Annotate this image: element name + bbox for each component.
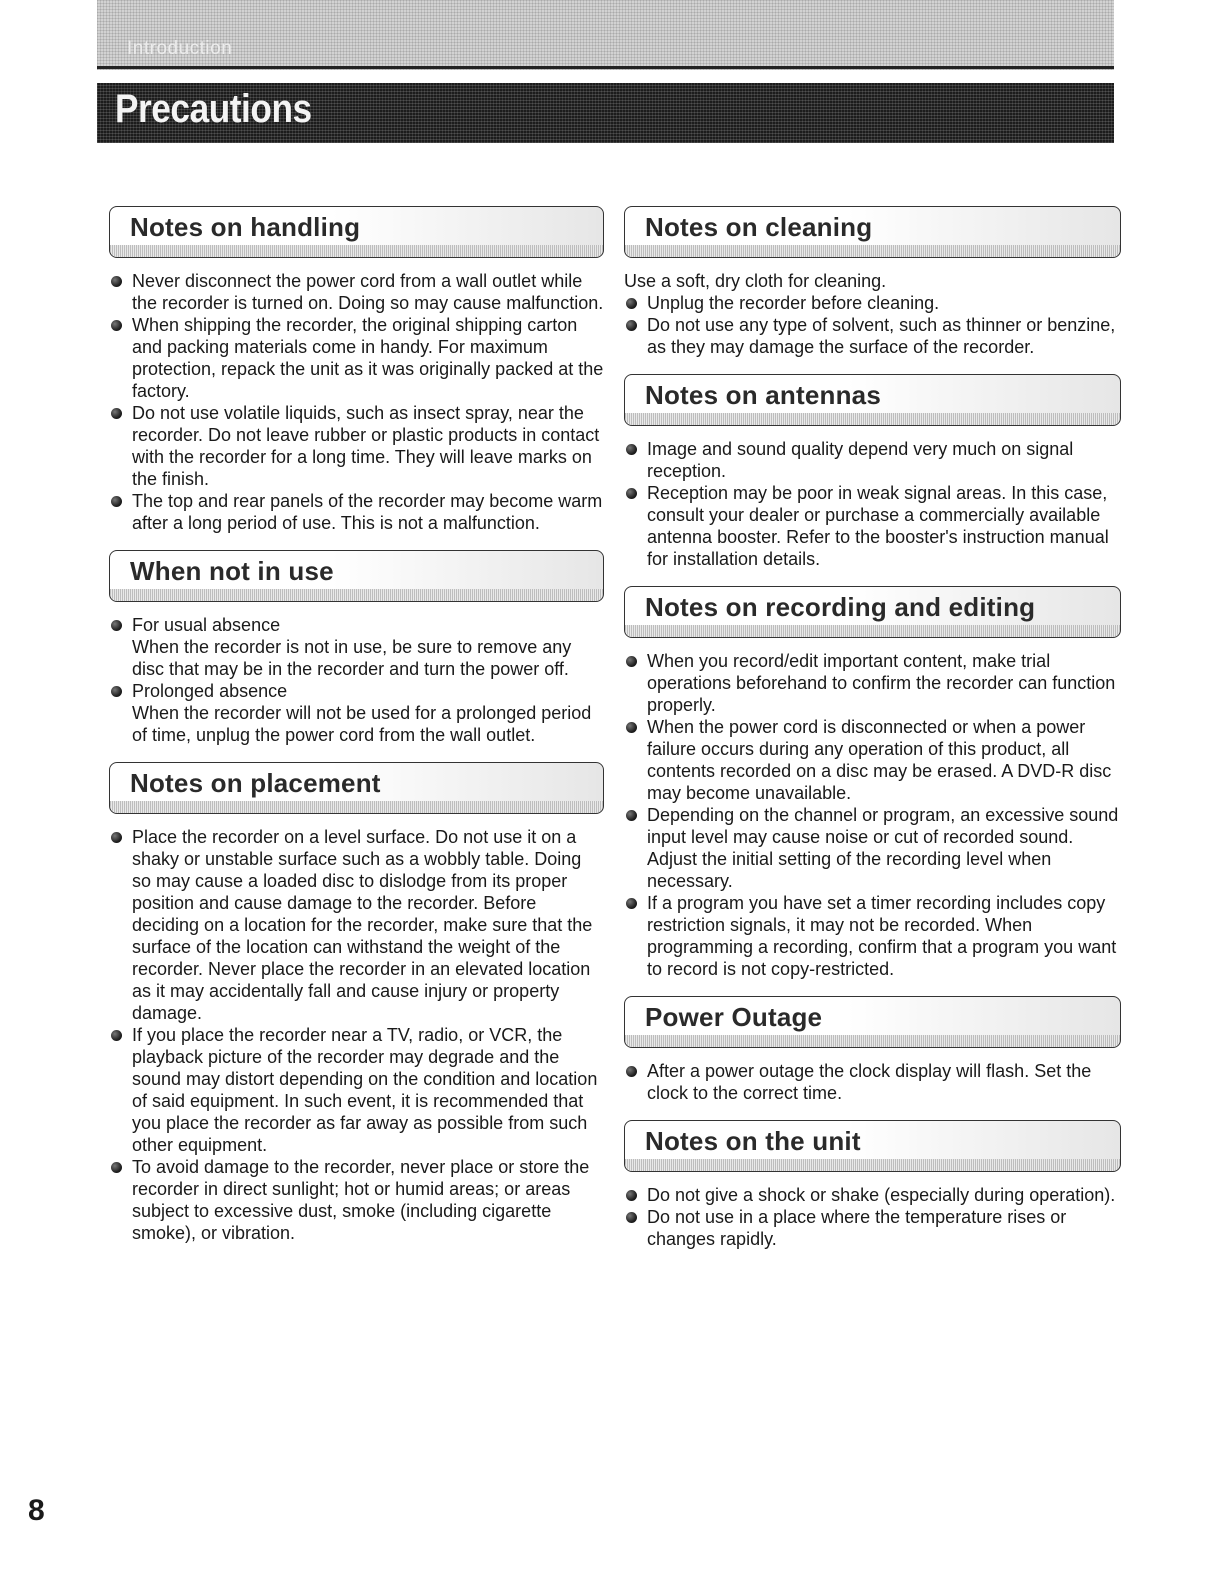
list-item	[109, 1156, 604, 1244]
bullet-icon	[111, 408, 122, 419]
section-cleaning	[624, 206, 1121, 358]
section-heading	[624, 206, 1121, 258]
item-label: For usual absence	[132, 615, 281, 635]
list-item	[624, 892, 1121, 980]
list-item	[109, 614, 604, 680]
section-unit	[624, 1120, 1121, 1250]
list-item	[624, 292, 1121, 314]
bullet-icon	[626, 298, 637, 309]
section-heading	[109, 550, 604, 602]
item-text: When the power cord is disconnected or when a power failure occurs during any operation of this product, all contents recorded on a disc may be erased. A DVD-R disc may become unavailable.	[647, 717, 1112, 803]
item-text: When the recorder will not be used for a prolonged period of time, unplug the power cord from the wall outlet.	[132, 703, 592, 745]
heading-text: Notes on handling	[130, 212, 361, 242]
bullet-list	[109, 270, 604, 534]
item-text: If a program you have set a timer recording includes copy restriction signals, it may not be recorded. When programming a recording, confirm that a program you want to record is not copy-restricted.	[647, 893, 1117, 979]
list-item	[624, 650, 1121, 716]
item-text: To avoid damage to the recorder, never place or store the recorder in direct sunlight; hot or humid areas; or areas subject to excessive dust, smoke (including cigarette smoke), or vibration.	[132, 1157, 590, 1243]
list-item	[109, 314, 604, 402]
item-text: The top and rear panels of the recorder may become warm after a long period of use. This is not a malfunction.	[132, 491, 603, 533]
left-column	[109, 206, 604, 1260]
intro-text: Use a soft, dry cloth for cleaning.	[624, 271, 887, 291]
bullet-icon	[626, 320, 637, 331]
right-column	[624, 206, 1121, 1266]
bullet-icon	[626, 810, 637, 821]
section-label: Introduction	[127, 38, 233, 59]
list-item	[624, 716, 1121, 804]
item-text: Do not use volatile liquids, such as insect spray, near the recorder. Do not leave rubber or plastic products in contact with the recorder for a long time. They will leave marks on the finish.	[132, 403, 600, 489]
bullet-icon	[626, 444, 637, 455]
list-item	[624, 1206, 1121, 1250]
list-item	[624, 804, 1121, 892]
item-text: Image and sound quality depend very much on signal reception.	[647, 439, 1074, 481]
list-item	[624, 1060, 1121, 1104]
heading-text: Notes on the unit	[645, 1126, 861, 1156]
bullet-icon	[111, 276, 122, 287]
bullet-list	[624, 1184, 1121, 1250]
heading-text: Power Outage	[645, 1002, 823, 1032]
heading-text: Notes on cleaning	[645, 212, 873, 242]
section-power-outage	[624, 996, 1121, 1104]
list-item	[624, 1184, 1121, 1206]
section-antennas	[624, 374, 1121, 570]
item-text: After a power outage the clock display will flash. Set the clock to the correct time.	[647, 1061, 1092, 1103]
section-heading	[624, 996, 1121, 1048]
list-item	[109, 402, 604, 490]
section-heading	[109, 206, 604, 258]
bullet-icon	[626, 1066, 637, 1077]
bullet-icon	[111, 320, 122, 331]
section-not-in-use	[109, 550, 604, 746]
heading-text: Notes on antennas	[645, 380, 881, 410]
bullet-icon	[626, 722, 637, 733]
list-item	[109, 826, 604, 1024]
item-text: Place the recorder on a level surface. Do not use it on a shaky or unstable surface such as a wobbly table. Doing so may cause a loaded disc to dislodge from its proper position and cause damage to the recorder. Before deciding on a location for the recorder, make sure that the surface of the location can withstand the weight of the recorder. Never place the recorder in an elevated location as it may accidentally fall and cause injury or property damage.	[132, 827, 593, 1023]
section-heading	[624, 1120, 1121, 1172]
item-label: Prolonged absence	[132, 681, 288, 701]
bullet-list	[624, 292, 1121, 358]
item-text: Do not give a shock or shake (especially during operation).	[647, 1185, 1116, 1205]
title-band	[97, 83, 1114, 143]
item-text: When you record/edit important content, make trial operations beforehand to confirm the recorder can function properly.	[647, 651, 1116, 715]
list-item	[624, 314, 1121, 358]
item-text: Depending on the channel or program, an excessive sound input level may cause noise or cut of recorded sound. Adjust the initial setting of the recording level when necessary.	[647, 805, 1119, 891]
list-item	[109, 680, 604, 746]
bullet-icon	[111, 496, 122, 507]
item-text: Do not use any type of solvent, such as thinner or benzine, as they may damage the surface of the recorder.	[647, 315, 1116, 357]
bullet-icon	[626, 898, 637, 909]
bullet-icon	[111, 620, 122, 631]
bullet-icon	[111, 1030, 122, 1041]
heading-text: Notes on placement	[130, 768, 381, 798]
bullet-icon	[111, 1162, 122, 1173]
section-recording	[624, 586, 1121, 980]
section-heading	[109, 762, 604, 814]
divider	[97, 66, 1114, 69]
bullet-icon	[626, 656, 637, 667]
bullet-list	[109, 614, 604, 746]
bullet-list	[624, 650, 1121, 980]
section-heading	[624, 586, 1121, 638]
bullet-list	[624, 1060, 1121, 1104]
list-item	[624, 438, 1121, 482]
section-band	[97, 0, 1114, 70]
item-text: When shipping the recorder, the original shipping carton and packing materials come in handy. For maximum protection, repack the unit as it was originally packed at the factory.	[132, 315, 604, 401]
bullet-list	[624, 438, 1121, 570]
bullet-icon	[626, 1190, 637, 1201]
heading-text: Notes on recording and editing	[645, 592, 1036, 622]
bullet-icon	[111, 686, 122, 697]
section-placement	[109, 762, 604, 1244]
section-heading	[624, 374, 1121, 426]
item-text: Never disconnect the power cord from a wall outlet while the recorder is turned on. Doing so may cause malfunction.	[132, 271, 604, 313]
bullet-icon	[626, 1212, 637, 1223]
item-text: Do not use in a place where the temperature rises or changes rapidly.	[647, 1207, 1067, 1249]
section-handling	[109, 206, 604, 534]
bullet-icon	[626, 488, 637, 499]
item-text: If you place the recorder near a TV, radio, or VCR, the playback picture of the recorder may degrade and the sound may distort depending on the condition and location of said equipment. In such event, it is recommended that you place the recorder as far away as possible from such other equipment.	[132, 1025, 598, 1155]
page-title: Precautions	[115, 87, 312, 131]
list-item	[109, 490, 604, 534]
list-item	[624, 482, 1121, 570]
item-text: Unplug the recorder before cleaning.	[647, 293, 940, 313]
item-text: Reception may be poor in weak signal areas. In this case, consult your dealer or purchase a commercially available antenna booster. Refer to the booster's instruction manual for installation details.	[647, 483, 1109, 569]
heading-text: When not in use	[130, 556, 334, 586]
item-text: When the recorder is not in use, be sure to remove any disc that may be in the recorder and turn the power off.	[132, 637, 572, 679]
page-number: 8	[28, 1494, 45, 1527]
list-item	[109, 1024, 604, 1156]
bullet-list	[109, 826, 604, 1244]
bullet-icon	[111, 832, 122, 843]
list-item	[109, 270, 604, 314]
